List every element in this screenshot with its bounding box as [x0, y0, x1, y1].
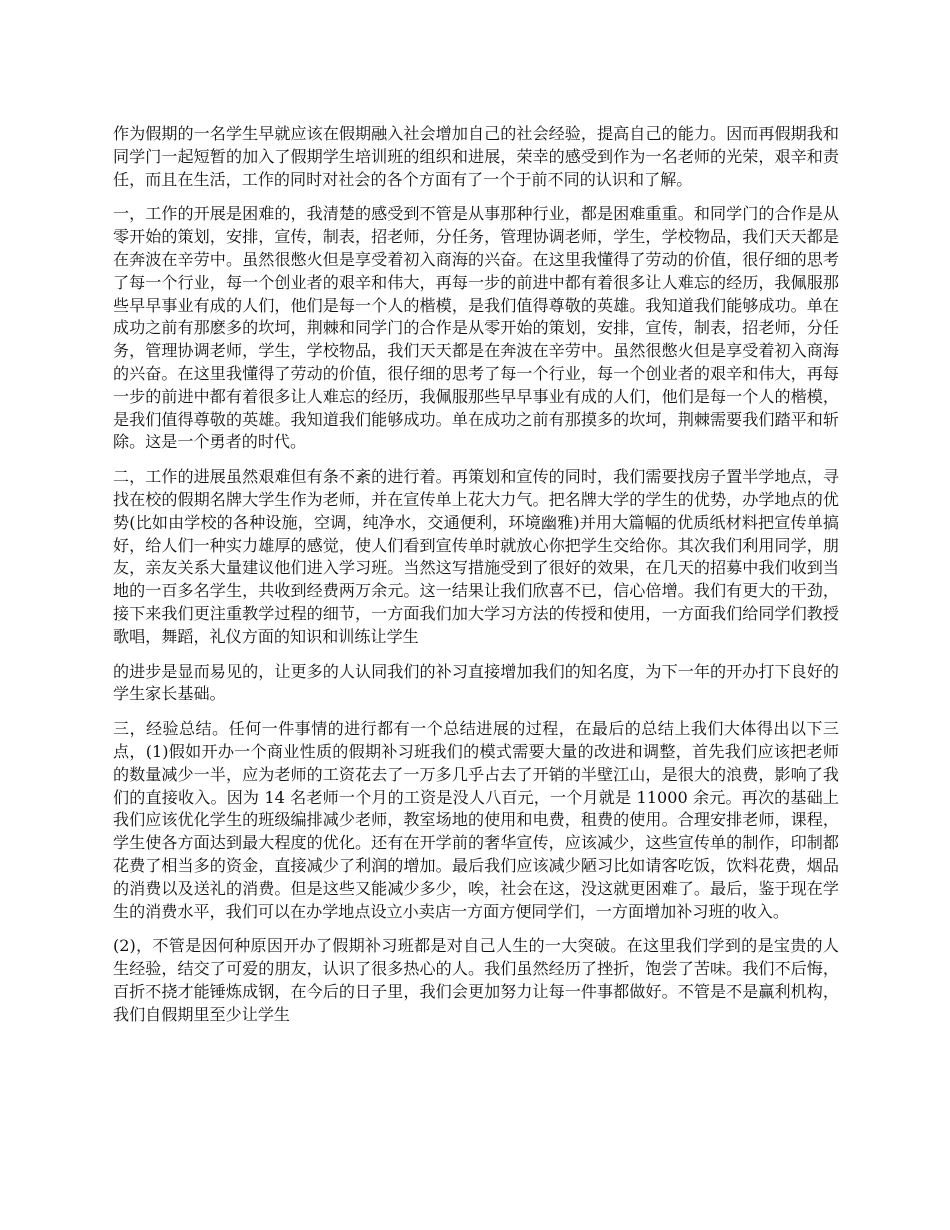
- paragraph-section-two-continued: 的进步是显而易见的，让更多的人认同我们的补习直接增加我们的知名度，为下一年的开办打下良好的学生家长基础。: [113, 661, 839, 704]
- document-page: [113, 123, 839, 1038]
- paragraph-section-one: 一，工作的开展是困难的，我清楚的感受到不管是从事那种行业，都是困难重重。和同学门的合作是从零开始的策划，安排，宣传，制表，招老师，分任务，管理协调老师，学生，学校物品，我们天天都是在奔波在辛劳中。虽然很憋火但是享受着初入商海的兴奋。在这里我懂得了劳动的价值，很仔细的思考了每一个行业，每一个创业者的艰辛和伟大，再每一步的前进中都有着很多让人难忘的经历，我佩服那些早早事业有成的人们，他们是每一个人的楷模，是我们值得尊敬的英雄。我知道我们能够成功。单在成功之前有那麽多的坎坷，荆棘和同学门的合作是从零开始的策划，安排，宣传，制表，招老师，分任务，管理协调老师，学生，学校物品，我们天天都是在奔波在辛劳中。虽然很憋火但是享受着初入商海的兴奋。在这里我懂得了劳动的价值，很仔细的思考了每一个行业，每一个创业者的艰辛和伟大，再每一步的前进中都有着很多让人难忘的经历，我佩服那些早早事业有成的人们，他们是每一个人的楷模，是我们值得尊敬的英雄。我知道我们能够成功。单在成功之前有那摸多的坎坷，荆棘需要我们踏平和斩除。这是一个勇者的时代。: [113, 204, 839, 452]
- paragraph-section-two: 二，工作的进展虽然艰难但有条不紊的进行着。再策划和宣传的同时，我们需要找房子置半学地点，寻找在校的假期名牌大学生作为老师，并在宣传单上花大力气。把名牌大学的学生的优势，办学地点的优势(比如由学校的各种设施，空调，纯净水，交通便利，环境幽雅)并用大篇幅的优质纸材料把宣传单搞好，给人们一种实力雄厚的感觉，使人们看到宣传单时就放心你把学生交给你。其次我们利用同学，朋友，亲友关系大量建议他们进入学习班。当然这写措施受到了很好的效果，在几天的招募中我们收到当地的一百多名学生，共收到经费两万余元。这一结果让我们欣喜不已，信心倍增。我们有更大的干劲，接下来我们更注重教学过程的细节，一方面我们加大学习方法的传授和使用，一方面我们给同学们教授歌唱，舞蹈，礼仪方面的知识和训练让学生: [113, 467, 839, 646]
- paragraph-point-two: (2)，不管是因何种原因开办了假期补习班都是对自己人生的一大突破。在这里我们学到的是宝贵的人生经验，结交了可爱的朋友，认识了很多热心的人。我们虽然经历了挫折，饱尝了苦味。我们不后悔，百折不挠才能锤炼成钢，在今后的日子里，我们会更加努力让每一件事都做好。不管是不是赢利机构，我们自假期里至少让学生: [113, 936, 839, 1024]
- paragraph-intro: 作为假期的一名学生早就应该在假期融入社会增加自己的社会经验，提高自己的能力。因而再假期我和同学门一起短暂的加入了假期学生培训班的组织和进展，荣幸的感受到作为一名老师的光荣，艰辛和责任，而且在生活，工作的同时对社会的各个方面有了一个于前不同的认识和了解。: [113, 124, 839, 189]
- paragraph-section-three: 三，经验总结。任何一件事情的进行都有一个总结进展的过程，在最后的总结上我们大体得出以下三点，(1)假如开办一个商业性质的假期补习班我们的模式需要大量的改进和调整，首先我们应该把老师的数量减少一半，应为老师的工资花去了一万多几乎占去了开销的半壁江山，是很大的浪费，影响了我们的直接收入。因为 14 名老师一个月的工资是没人八百元，一个月就是 11000 余元。再次的基础上我们应该优化学生的班级编排减少老师，教室场地的使用和电费，租费的使用。合理安排老师，课程，学生使各方面达到最大程度的优化。还有在开学前的奢华宣传，应该减少，这些宣传单的制作，印制都花费了相当多的资金，直接减少了利润的增加。最后我们应该减少陋习比如请客吃饭，饮料花费，烟品的消费以及送礼的消费。但是这些又能减少多少，唉，社会在这，没这就更困难了。最后，鉴于现在学生的消费水平，我们可以在办学地点设立小卖店一方面方便同学们，一方面增加补习班的收入。: [113, 719, 839, 921]
